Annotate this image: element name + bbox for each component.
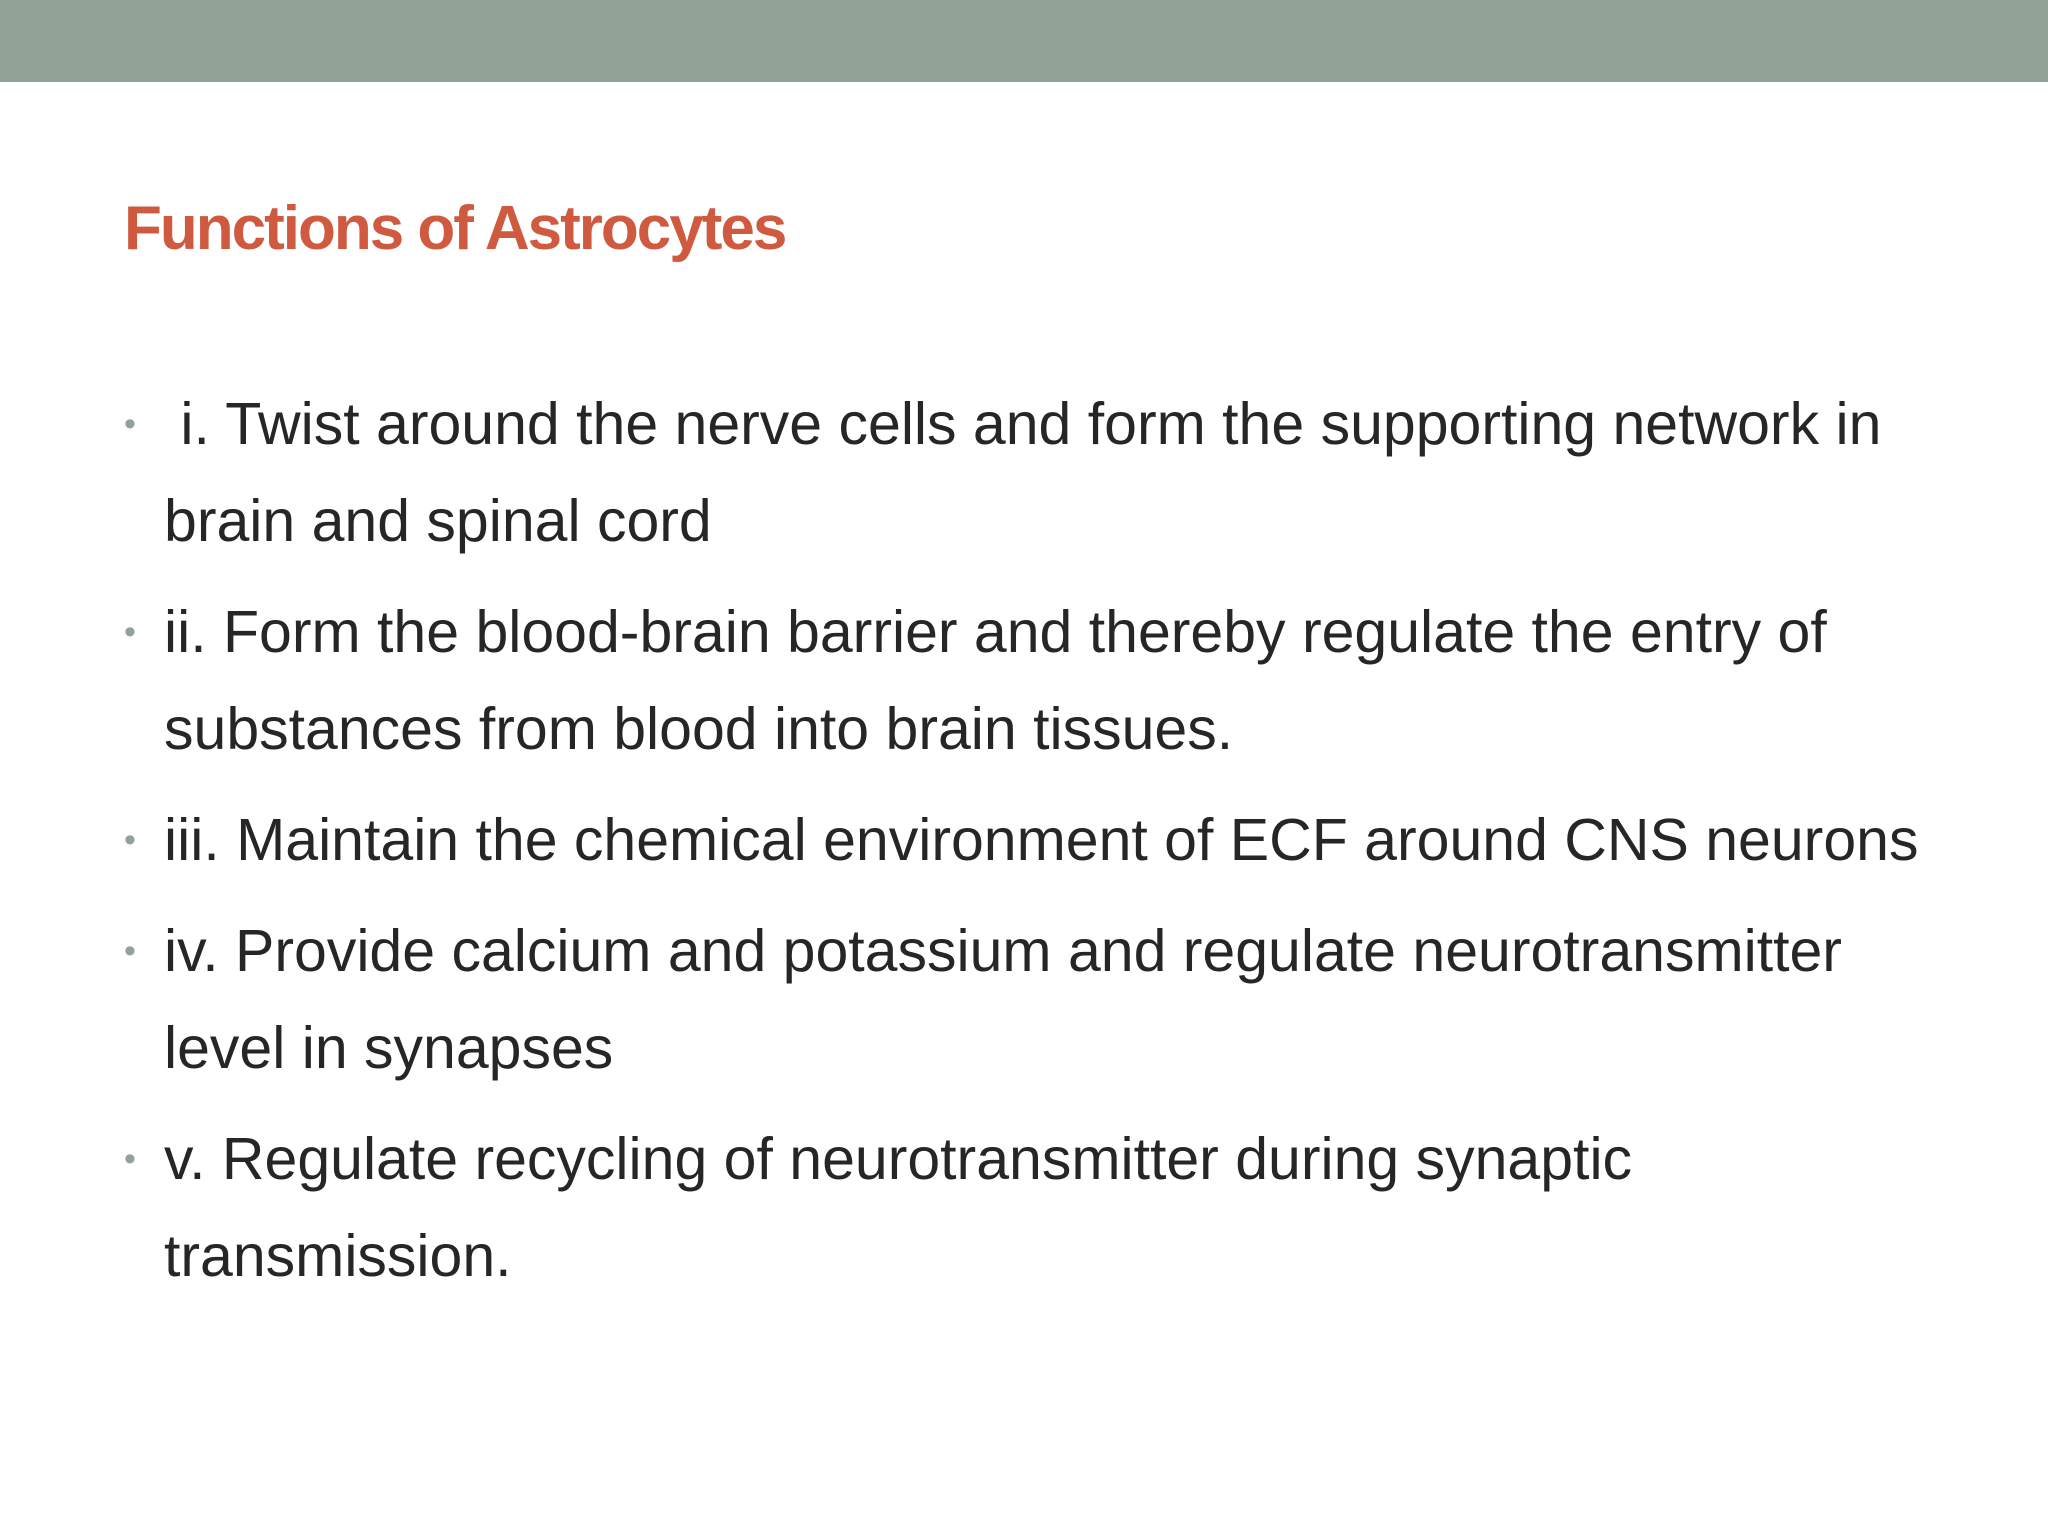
bullet-text-3: iii. Maintain the chemical environment of ECF around CNS neurons <box>164 807 1919 873</box>
bullet-dot-icon: • <box>124 1140 136 1178</box>
bullet-item-2 <box>124 584 1954 778</box>
top-band <box>0 0 2048 82</box>
bullet-list <box>124 376 1954 1319</box>
bullet-dot-icon: • <box>124 932 136 970</box>
bullet-item-5 <box>124 1111 1954 1305</box>
bullet-item-4 <box>124 903 1954 1097</box>
slide-title: Functions of Astrocytes <box>124 194 786 263</box>
bullet-dot-icon: • <box>124 405 136 443</box>
bullet-dot-icon: • <box>124 821 136 859</box>
bullet-item-3 <box>124 792 1954 889</box>
bullet-item-1 <box>124 376 1954 570</box>
bullet-text-4: iv. Provide calcium and potassium and regulate neurotransmitter level in synapses <box>164 918 1842 1081</box>
bullet-dot-icon: • <box>124 613 136 651</box>
bullet-text-2: ii. Form the blood-brain barrier and thereby regulate the entry of substances from blood into brain tissues. <box>164 599 1827 762</box>
bullet-text-5: v. Regulate recycling of neurotransmitter during synaptic transmission. <box>164 1126 1633 1289</box>
bullet-text-1: i. Twist around the nerve cells and form the supporting network in brain and spinal cord <box>164 391 1898 554</box>
